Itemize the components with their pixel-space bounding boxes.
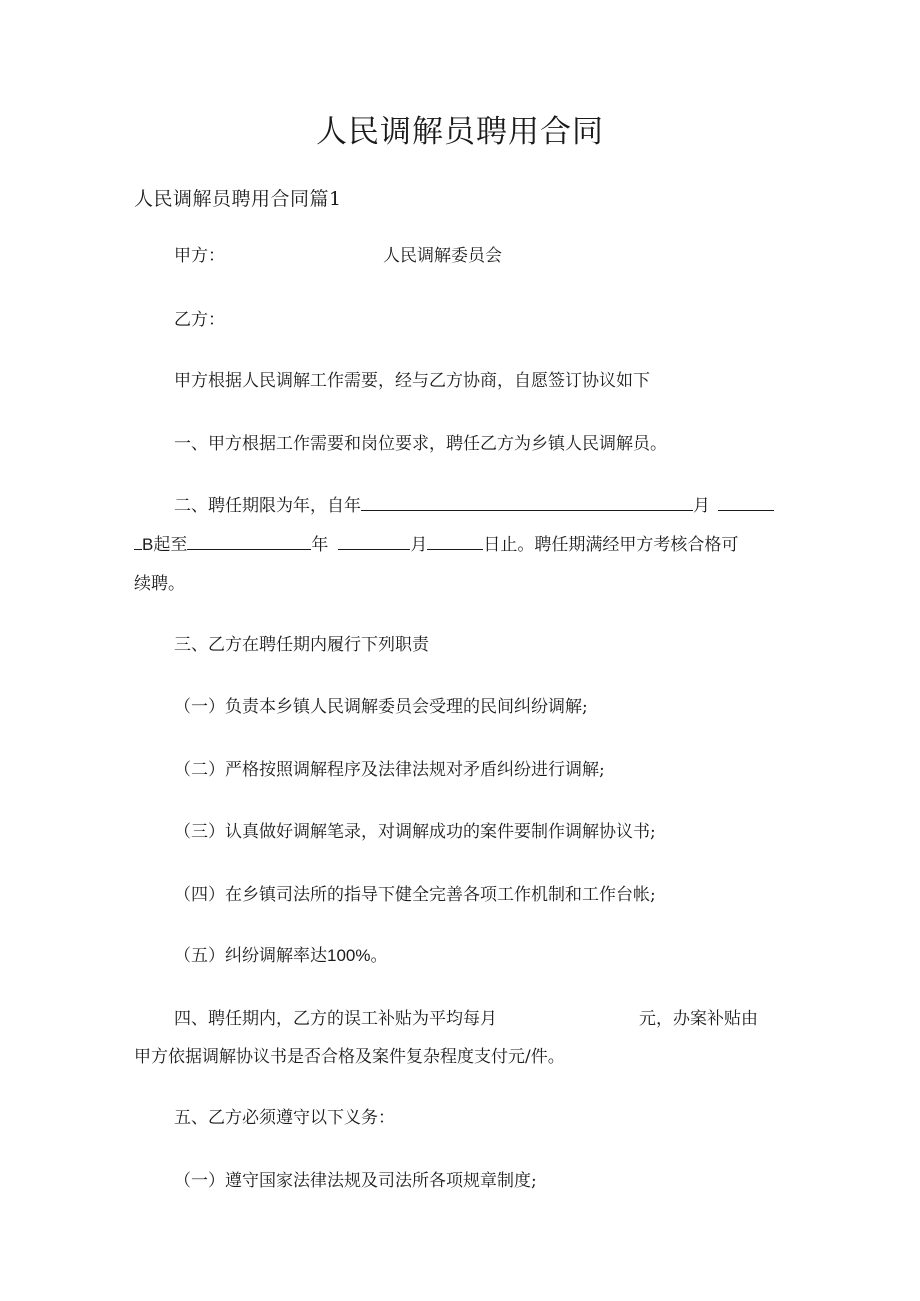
party-b-label: 乙方： bbox=[174, 310, 225, 330]
clause-3: 三、乙方在聘任期内履行下列职责 bbox=[174, 635, 429, 655]
clause-2-line-3: 续聘。 bbox=[134, 574, 185, 594]
end-day-blank bbox=[427, 534, 483, 550]
end-month-blank bbox=[338, 534, 410, 550]
intro-paragraph: 甲方根据人民调解工作需要，经与乙方协商，自愿签订协议如下 bbox=[174, 371, 650, 391]
duty-item-1: （一）负责本乡镇人民调解委员会受理的民间纠纷调解; bbox=[174, 697, 588, 717]
clause-2-until-label: 起至 bbox=[153, 535, 188, 555]
clause-2-year-label: 年 bbox=[311, 535, 329, 555]
clause-2-line-1 bbox=[174, 495, 774, 517]
party-a-value: 人民调解委员会 bbox=[383, 246, 502, 266]
clause-2-day-label: B bbox=[142, 535, 154, 554]
duty-5-suffix: 。 bbox=[370, 946, 388, 966]
clause-2-text-end: 日止。聘任期满经甲方考核合格可 bbox=[483, 535, 739, 555]
document-title: 人民调解员聘用合同 bbox=[316, 114, 604, 150]
section-heading: 人民调解员聘用合同篇1 bbox=[134, 188, 342, 210]
start-day-blank bbox=[134, 534, 142, 550]
clause-2-month-label-2: 月 bbox=[410, 535, 428, 555]
start-year-blank bbox=[361, 495, 693, 511]
clause-4-text-start: 四、聘任期内，乙方的误工补贴为平均每月 bbox=[174, 1009, 497, 1029]
duty-5-rate: 100% bbox=[327, 946, 371, 965]
clause-5: 五、乙方必须遵守以下义务： bbox=[174, 1108, 395, 1128]
clause-4-text-end: 元，办案补贴由 bbox=[639, 1009, 758, 1029]
clause-2-text-start: 二、聘任期限为年，自年 bbox=[174, 496, 361, 516]
clause-2-month-label: 月 bbox=[693, 496, 710, 516]
end-year-blank bbox=[187, 534, 311, 550]
clause-4-line-1 bbox=[174, 1008, 758, 1030]
duty-item-2: （二）严格按照调解程序及法律法规对矛盾纠纷进行调解; bbox=[174, 760, 605, 780]
start-month-blank bbox=[718, 495, 774, 511]
duty-item-3: （三）认真做好调解笔录，对调解成功的案件要制作调解协议书; bbox=[174, 822, 656, 842]
clause-2-line-2 bbox=[134, 534, 738, 556]
duty-item-4: （四）在乡镇司法所的指导下健全完善各项工作机制和工作台帐; bbox=[174, 885, 656, 905]
clause-4-line-2: 甲方依据调解协议书是否合格及案件复杂程度支付元/件。 bbox=[134, 1047, 565, 1067]
party-a-label: 甲方： bbox=[174, 246, 225, 266]
duty-5-prefix: （五）纠纷调解率达 bbox=[174, 946, 327, 966]
clause-1: 一、甲方根据工作需要和岗位要求，聘任乙方为乡镇人民调解员。 bbox=[174, 434, 667, 454]
party-a-row bbox=[174, 245, 502, 267]
obligation-item-1: （一）遵守国家法律法规及司法所各项规章制度; bbox=[174, 1171, 537, 1191]
duty-item-5 bbox=[174, 945, 387, 967]
